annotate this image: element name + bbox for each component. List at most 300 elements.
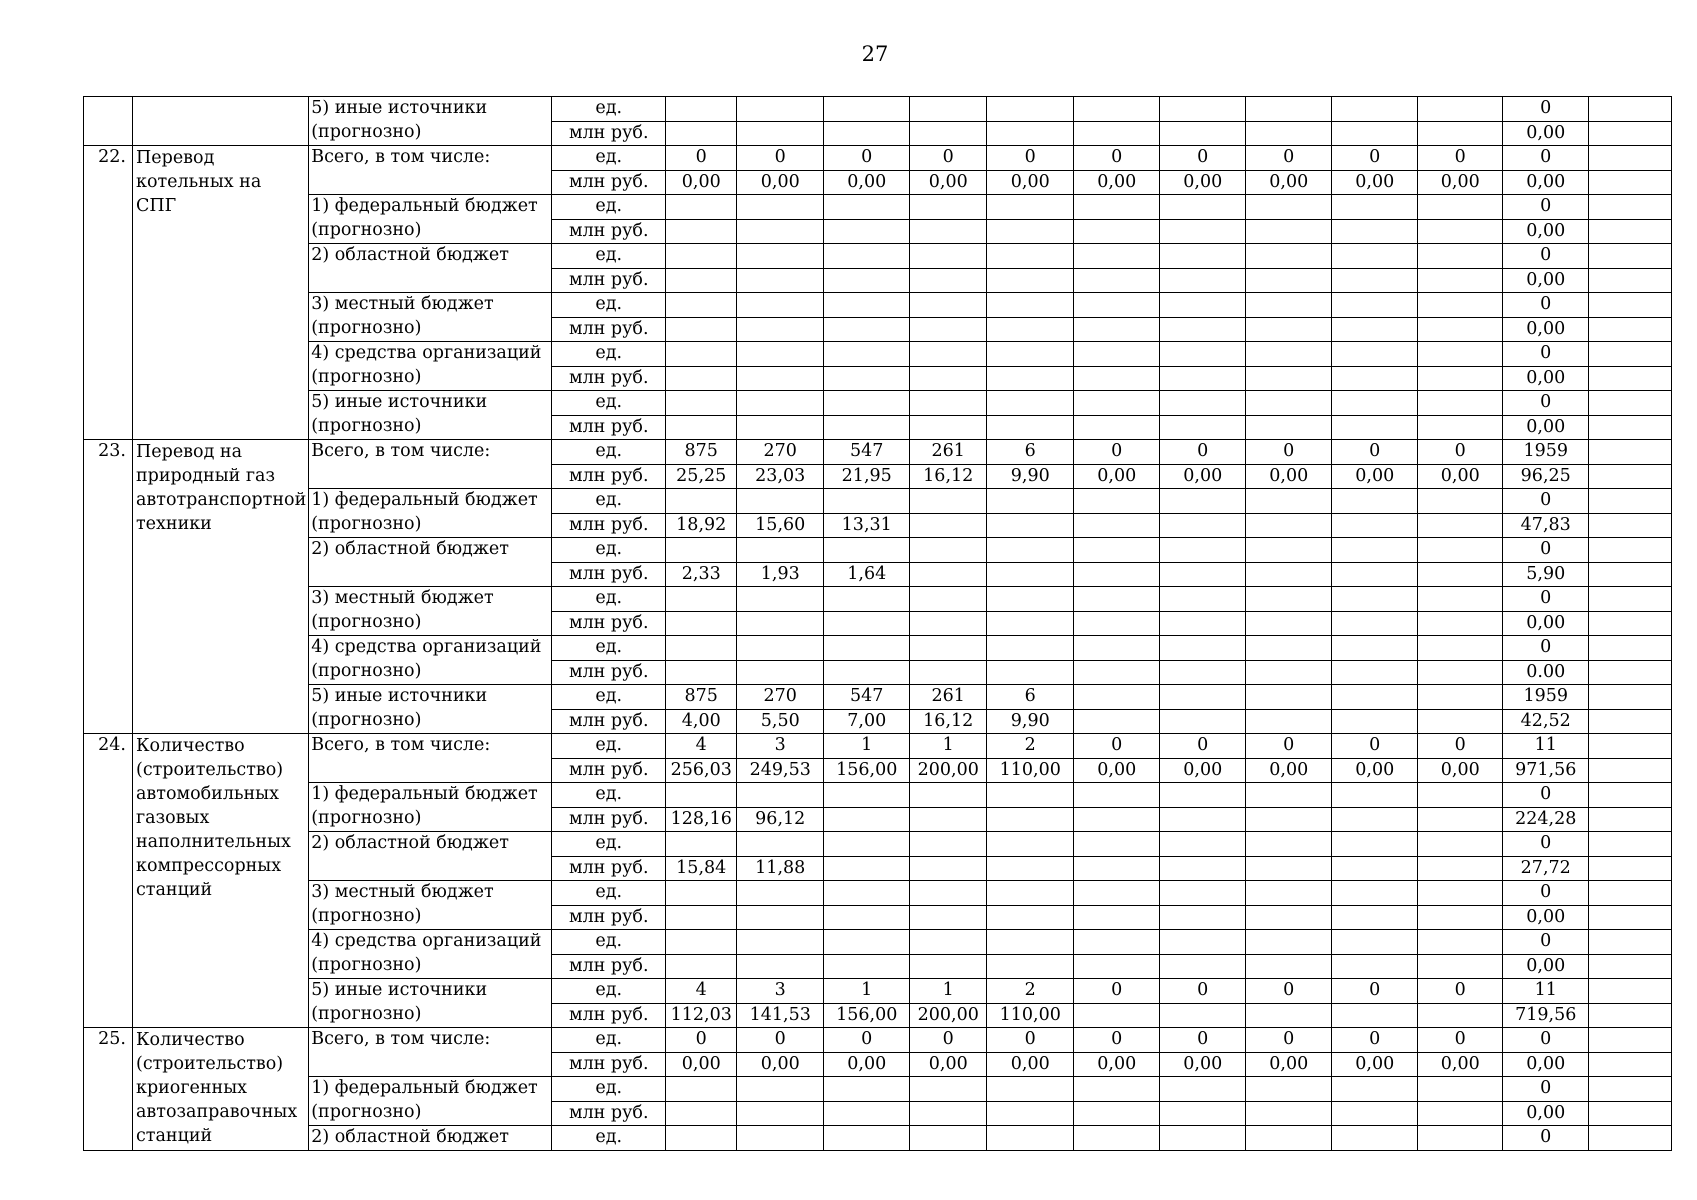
value-cell [1418,709,1503,734]
value-cell [1160,954,1246,979]
value-cell: 249,53 [737,758,824,783]
value-cell [910,954,987,979]
value-cell [1160,219,1246,244]
value-cell [1418,219,1503,244]
value-cell: 128,16 [666,807,737,832]
value-cell [987,954,1074,979]
value-cell [1332,317,1418,342]
value-cell: 0,00 [1246,464,1332,489]
funding-source-line [311,856,549,880]
unit-cell: млн руб. [552,709,666,734]
value-cell [1418,415,1503,440]
funding-source-line: (прогнозно) [311,367,422,387]
value-cell: 270 [737,440,824,465]
value-cell: 0 [1246,734,1332,759]
value-cell [1246,709,1332,734]
value-cell [666,489,737,514]
value-cell [666,121,737,146]
funding-source-line: 3) местный бюджет [311,882,494,902]
value-cell [1246,660,1332,685]
unit-cell: млн руб. [552,905,666,930]
unit-cell: млн руб. [552,1101,666,1126]
funding-source-line: (прогнозно) [311,906,422,926]
value-cell [1246,391,1332,416]
value-cell: 156,00 [824,1003,910,1028]
value-cell [666,391,737,416]
unit-cell: ед. [552,832,666,857]
value-cell [737,195,824,220]
value-cell: 1 [824,979,910,1004]
funding-source-line: 1) федеральный бюджет [311,1078,538,1098]
value-cell: 0 [1418,979,1503,1004]
value-cell: 0 [1246,979,1332,1004]
value-cell [824,611,910,636]
value-cell [1246,954,1332,979]
funding-source-line: Всего, в том числе: [311,441,491,461]
value-cell [1418,366,1503,391]
unit-cell: млн руб. [552,317,666,342]
funding-source-line: (прогнозно) [311,661,422,681]
value-cell [824,807,910,832]
value-cell [1418,538,1503,563]
value-cell [666,1077,737,1102]
value-cell: 15,84 [666,856,737,881]
value-cell [987,195,1074,220]
total-cell: 1959 [1503,685,1589,710]
value-cell [1332,342,1418,367]
value-cell [910,636,987,661]
value-cell [666,415,737,440]
table-row [84,538,1672,563]
value-cell [910,1101,987,1126]
value-cell [1074,268,1160,293]
funding-source [309,489,552,538]
funding-source-line: (прогнозно) [311,612,422,632]
value-cell [824,195,910,220]
value-cell [1246,538,1332,563]
value-cell [1074,905,1160,930]
funding-source [309,979,552,1028]
value-cell [1589,930,1672,955]
value-cell [1332,636,1418,661]
value-cell: 200,00 [910,758,987,783]
value-cell [1418,391,1503,416]
value-cell [1074,97,1160,122]
page-number: 27 [861,42,889,66]
value-cell: 16,12 [910,709,987,734]
value-cell [1160,268,1246,293]
value-cell [1332,1077,1418,1102]
value-cell [824,587,910,612]
funding-source [309,146,552,195]
value-cell [910,807,987,832]
value-cell: 0,00 [737,170,824,195]
row-number: 23. [84,440,133,734]
funding-source-line: 5) иные источники [311,392,488,412]
value-cell [987,366,1074,391]
value-cell: 5,50 [737,709,824,734]
value-cell [1160,930,1246,955]
value-cell [1332,856,1418,881]
value-cell [987,513,1074,538]
funding-source-line: (прогнозно) [311,710,422,730]
value-cell [1332,268,1418,293]
value-cell [987,905,1074,930]
value-cell [1160,783,1246,808]
funding-source [309,636,552,685]
value-cell [1074,1126,1160,1151]
value-cell [1589,440,1672,465]
value-cell [824,856,910,881]
value-cell: 2 [987,979,1074,1004]
funding-source [309,881,552,930]
value-cell: 0 [1246,146,1332,171]
table-row [84,293,1672,318]
value-cell: 1 [910,979,987,1004]
value-cell: 261 [910,685,987,710]
value-cell [1246,685,1332,710]
value-cell [1589,979,1672,1004]
value-cell [1418,783,1503,808]
value-cell [987,244,1074,269]
value-cell [987,1101,1074,1126]
funding-source-line [311,268,549,292]
value-cell [1160,342,1246,367]
value-cell [737,97,824,122]
value-cell [1589,317,1672,342]
value-cell [824,832,910,857]
value-cell [824,1101,910,1126]
value-cell [824,268,910,293]
value-cell [737,954,824,979]
value-cell: 0 [1074,440,1160,465]
value-cell [1589,783,1672,808]
value-cell: 0 [1332,146,1418,171]
funding-source-line: (прогнозно) [311,416,422,436]
value-cell [987,832,1074,857]
unit-cell: ед. [552,1028,666,1053]
value-cell [1332,121,1418,146]
value-cell [1074,856,1160,881]
value-cell [1074,489,1160,514]
value-cell: 0,00 [1160,758,1246,783]
value-cell [737,391,824,416]
value-cell [1246,268,1332,293]
funding-source-line: 4) средства организаций [311,343,542,363]
value-cell [1160,1126,1246,1151]
funding-source [309,342,552,391]
value-cell [1074,611,1160,636]
value-cell: 0,00 [1074,1052,1160,1077]
value-cell [1074,121,1160,146]
value-cell [1160,685,1246,710]
value-cell: 21,95 [824,464,910,489]
value-cell [824,317,910,342]
value-cell [666,538,737,563]
value-cell: 13,31 [824,513,910,538]
funding-source [309,1077,552,1126]
value-cell [1332,538,1418,563]
unit-cell: млн руб. [552,954,666,979]
funding-source-line: 5) иные источники [311,980,488,1000]
value-cell [737,611,824,636]
unit-cell: ед. [552,685,666,710]
value-cell [666,881,737,906]
funding-source-line: 1) федеральный бюджет [311,196,538,216]
value-cell [1589,685,1672,710]
value-cell [987,856,1074,881]
funding-source-line: Всего, в том числе: [311,147,491,167]
value-cell [1246,1077,1332,1102]
value-cell [987,660,1074,685]
unit-cell: ед. [552,538,666,563]
value-cell [1074,244,1160,269]
value-cell [987,391,1074,416]
value-cell: 0,00 [1418,758,1503,783]
value-cell [1589,832,1672,857]
value-cell [824,636,910,661]
value-cell [910,391,987,416]
value-cell [1074,562,1160,587]
value-cell [1246,415,1332,440]
value-cell: 0 [1332,1028,1418,1053]
value-cell [737,415,824,440]
value-cell [1074,317,1160,342]
total-cell: 0 [1503,195,1589,220]
value-cell [910,538,987,563]
value-cell [1160,1101,1246,1126]
total-cell: 0,00 [1503,954,1589,979]
value-cell [1160,709,1246,734]
value-cell [1246,293,1332,318]
value-cell: 0,00 [1160,170,1246,195]
value-cell [666,930,737,955]
value-cell [1160,1003,1246,1028]
value-cell [1418,1003,1503,1028]
value-cell: 0 [1074,146,1160,171]
value-cell [1589,660,1672,685]
value-cell [1160,832,1246,857]
unit-cell: млн руб. [552,758,666,783]
total-cell: 42,52 [1503,709,1589,734]
value-cell [1418,807,1503,832]
value-cell [1246,611,1332,636]
total-cell: 0,00 [1503,611,1589,636]
value-cell: 156,00 [824,758,910,783]
value-cell [1246,905,1332,930]
table-row [84,97,1672,122]
funding-source-line: (прогнозно) [311,955,422,975]
value-cell: 0,00 [1074,170,1160,195]
value-cell [1246,636,1332,661]
total-cell: 96,25 [1503,464,1589,489]
table-row [84,1028,1672,1053]
value-cell [737,636,824,661]
funding-source-line [311,464,549,488]
value-cell [1332,1126,1418,1151]
value-cell: 0 [910,1028,987,1053]
value-cell: 0 [824,146,910,171]
value-cell [1589,219,1672,244]
value-cell: 0 [1160,734,1246,759]
value-cell: 261 [910,440,987,465]
value-cell [737,317,824,342]
value-cell [1246,783,1332,808]
value-cell [910,783,987,808]
value-cell [824,244,910,269]
value-cell: 0 [910,146,987,171]
program-table [83,96,1672,1151]
value-cell [737,244,824,269]
value-cell [1160,660,1246,685]
total-cell: 0 [1503,97,1589,122]
value-cell [1074,954,1160,979]
value-cell [1160,513,1246,538]
value-cell: 0,00 [666,170,737,195]
funding-source-line: 5) иные источники [311,686,488,706]
funding-source [309,195,552,244]
value-cell: 0,00 [1332,464,1418,489]
value-cell [1160,415,1246,440]
table-row [84,1077,1672,1102]
total-cell: 0,00 [1503,1101,1589,1126]
value-cell [910,415,987,440]
table-row [84,636,1672,661]
value-cell [737,366,824,391]
value-cell: 0 [666,146,737,171]
value-cell [1589,905,1672,930]
value-cell [1418,1077,1503,1102]
total-cell: 0 [1503,636,1589,661]
total-cell: 0,00 [1503,415,1589,440]
value-cell: 96,12 [737,807,824,832]
value-cell: 0,00 [1418,170,1503,195]
total-cell: 0 [1503,1028,1589,1053]
value-cell: 6 [987,440,1074,465]
value-cell [666,783,737,808]
value-cell [1160,562,1246,587]
value-cell [1160,97,1246,122]
value-cell: 23,03 [737,464,824,489]
value-cell [1418,97,1503,122]
value-cell: 0 [1332,734,1418,759]
value-cell [910,366,987,391]
funding-source-line: (прогнозно) [311,514,422,534]
funding-source-line: (прогнозно) [311,220,422,240]
value-cell [1160,587,1246,612]
table-row [84,587,1672,612]
unit-cell: млн руб. [552,366,666,391]
value-cell: 0,00 [987,1052,1074,1077]
value-cell [1589,146,1672,171]
funding-source-line: 3) местный бюджет [311,588,494,608]
value-cell [910,930,987,955]
value-cell [1160,121,1246,146]
value-cell: 0,00 [1332,758,1418,783]
value-cell: 0,00 [1160,464,1246,489]
value-cell [987,317,1074,342]
value-cell [1074,1101,1160,1126]
total-cell: 0,00 [1503,317,1589,342]
value-cell [1160,538,1246,563]
unit-cell: млн руб. [552,170,666,195]
value-cell [1246,121,1332,146]
value-cell [987,881,1074,906]
funding-source [309,391,552,440]
value-cell: 2,33 [666,562,737,587]
value-cell: 2 [987,734,1074,759]
value-cell [1418,513,1503,538]
value-cell [1332,783,1418,808]
row-name: Количество (строительство) криогенных автозаправочных станций [133,1028,309,1151]
unit-cell: млн руб. [552,562,666,587]
value-cell [666,636,737,661]
funding-source-line: (прогнозно) [311,318,422,338]
value-cell [1332,244,1418,269]
row-number [84,97,133,146]
value-cell [1418,1101,1503,1126]
value-cell: 0 [1246,1028,1332,1053]
value-cell [1074,391,1160,416]
unit-cell: ед. [552,195,666,220]
value-cell [1074,538,1160,563]
value-cell [1418,587,1503,612]
total-cell: 0,00 [1503,170,1589,195]
total-cell: 47,83 [1503,513,1589,538]
value-cell [1074,415,1160,440]
value-cell: 0,00 [824,170,910,195]
total-cell: 0 [1503,244,1589,269]
value-cell [1160,391,1246,416]
value-cell [824,342,910,367]
funding-source-line: 2) областной бюджет [311,539,509,559]
value-cell: 0 [987,146,1074,171]
value-cell: 0 [1418,1028,1503,1053]
value-cell [1589,513,1672,538]
value-cell [910,513,987,538]
value-cell [1589,1101,1672,1126]
funding-source [309,832,552,881]
value-cell [1589,415,1672,440]
value-cell [666,293,737,318]
funding-source-line: (прогнозно) [311,1004,422,1024]
value-cell [1589,758,1672,783]
value-cell [737,783,824,808]
value-cell [1074,832,1160,857]
value-cell [824,783,910,808]
value-cell [1332,881,1418,906]
value-cell [910,611,987,636]
value-cell [1246,219,1332,244]
funding-source [309,783,552,832]
value-cell [1332,1101,1418,1126]
value-cell [1418,562,1503,587]
value-cell [1332,709,1418,734]
value-cell [737,1101,824,1126]
value-cell [987,807,1074,832]
value-cell [1589,562,1672,587]
value-cell [737,342,824,367]
value-cell [666,611,737,636]
unit-cell: ед. [552,636,666,661]
total-cell: 0 [1503,146,1589,171]
value-cell: 0,00 [1246,170,1332,195]
value-cell [1589,881,1672,906]
funding-source [309,440,552,489]
total-cell: 0,00 [1503,366,1589,391]
value-cell: 0,00 [1332,170,1418,195]
value-cell [987,219,1074,244]
